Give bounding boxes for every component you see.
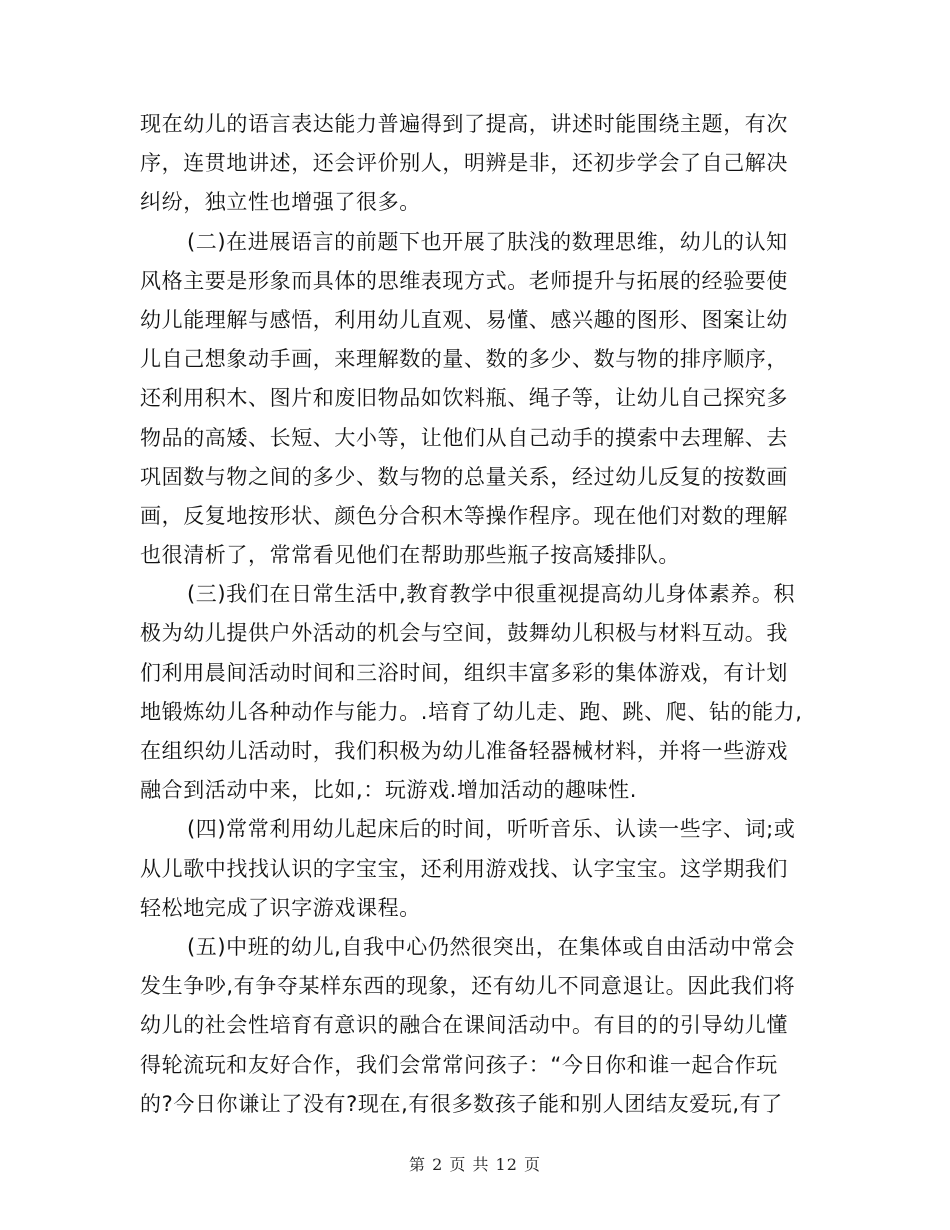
document-body (140, 105, 815, 1124)
text-line: 发生争吵,有争夺某样东西的现象，还有幼儿不同意退让。因此我们将 (140, 974, 796, 999)
text-line: 儿自己想象动手画，来理解数的量、数的多少、数与物的排序顺序， (140, 347, 788, 372)
page-number-footer: 第 2 页 共 12 页 (409, 1155, 541, 1174)
text-line: (二)在进展语言的前题下也开展了肤浅的数理思维，幼儿的认知 (187, 229, 788, 254)
text-line: 轻松地完成了识字游戏课程。 (140, 895, 421, 920)
text-line: 物品的高矮、长短、大小等，让他们从自己动手的摸索中去理解、去 (140, 425, 788, 450)
text-line: 地锻炼幼儿各种动作与能力。.培育了幼儿走、跑、跳、爬、钻的能力, (140, 699, 803, 724)
text-line: 风格主要是形象而具体的思维表现方式。老师提升与拓展的经验要使 (140, 268, 788, 293)
text-line: 融合到活动中来，比如,：玩游戏.增加活动的趣味性. (140, 778, 638, 803)
text-line: 在组织幼儿活动时，我们积极为幼儿准备轻器械材料，并将一些游戏 (140, 739, 788, 763)
text-line: 画，反复地按形状、颜色分合积木等操作程序。现在他们对数的理解 (140, 503, 788, 528)
text-line: 还利用积木、图片和废旧物品如饮料瓶、绳子等，让幼儿自己探究多 (140, 386, 788, 411)
paragraph (140, 105, 815, 223)
text-line: 现在幼儿的语言表达能力普遍得到了提高，讲述时能围绕主题，有次 (140, 112, 788, 136)
text-line: 们利用晨间活动时间和三浴时间，组织丰富多彩的集体游戏，有计划 (140, 660, 788, 685)
text-line: 幼儿的社会性培育有意识的融合在课间活动中。有目的的引导幼儿懂 (140, 1013, 788, 1038)
text-line: 从儿歌中找找认识的字宝宝，还利用游戏找、认字宝宝。这学期我们 (140, 856, 788, 881)
text-line: (四)常常利用幼儿起床后的时间，听听音乐、认读一些字、词;或 (187, 817, 796, 842)
text-line: 也很清析了，常常看见他们在帮助那些瓶子按高矮排队。 (140, 543, 680, 568)
text-line: 的?今日你谦让了没有?现在,有很多数孩子能和别人团结友爱玩,有了 (140, 1091, 783, 1116)
text-line: 巩固数与物之间的多少、数与物的总量关系，经过幼儿反复的按数画 (140, 464, 788, 489)
paragraph (140, 223, 815, 576)
paragraph (140, 810, 815, 928)
text-line: (三)我们在日常生活中,教育教学中很重视提高幼儿身体素养。积 (187, 582, 796, 607)
text-line: 幼儿能理解与感悟，利用幼儿直观、易懂、感兴趣的图形、图案让幼 (140, 307, 788, 332)
paragraph (140, 928, 815, 1124)
text-line: 纠纷，独立性也增强了很多。 (140, 190, 421, 215)
text-line: 序，连贯地讲述，还会评价别人，明辨是非，还初步学会了自己解决 (140, 151, 788, 176)
text-line: 极为幼儿提供户外活动的机会与空间，鼓舞幼儿积极与材料互动。我 (140, 621, 788, 646)
paragraph (140, 575, 815, 810)
text-line: 得轮流玩和友好合作，我们会常常问孩子：“今日你和谁一起合作玩 (140, 1052, 778, 1077)
text-line: (五)中班的幼儿,自我中心仍然很突出，在集体或自由活动中常会 (187, 934, 796, 959)
